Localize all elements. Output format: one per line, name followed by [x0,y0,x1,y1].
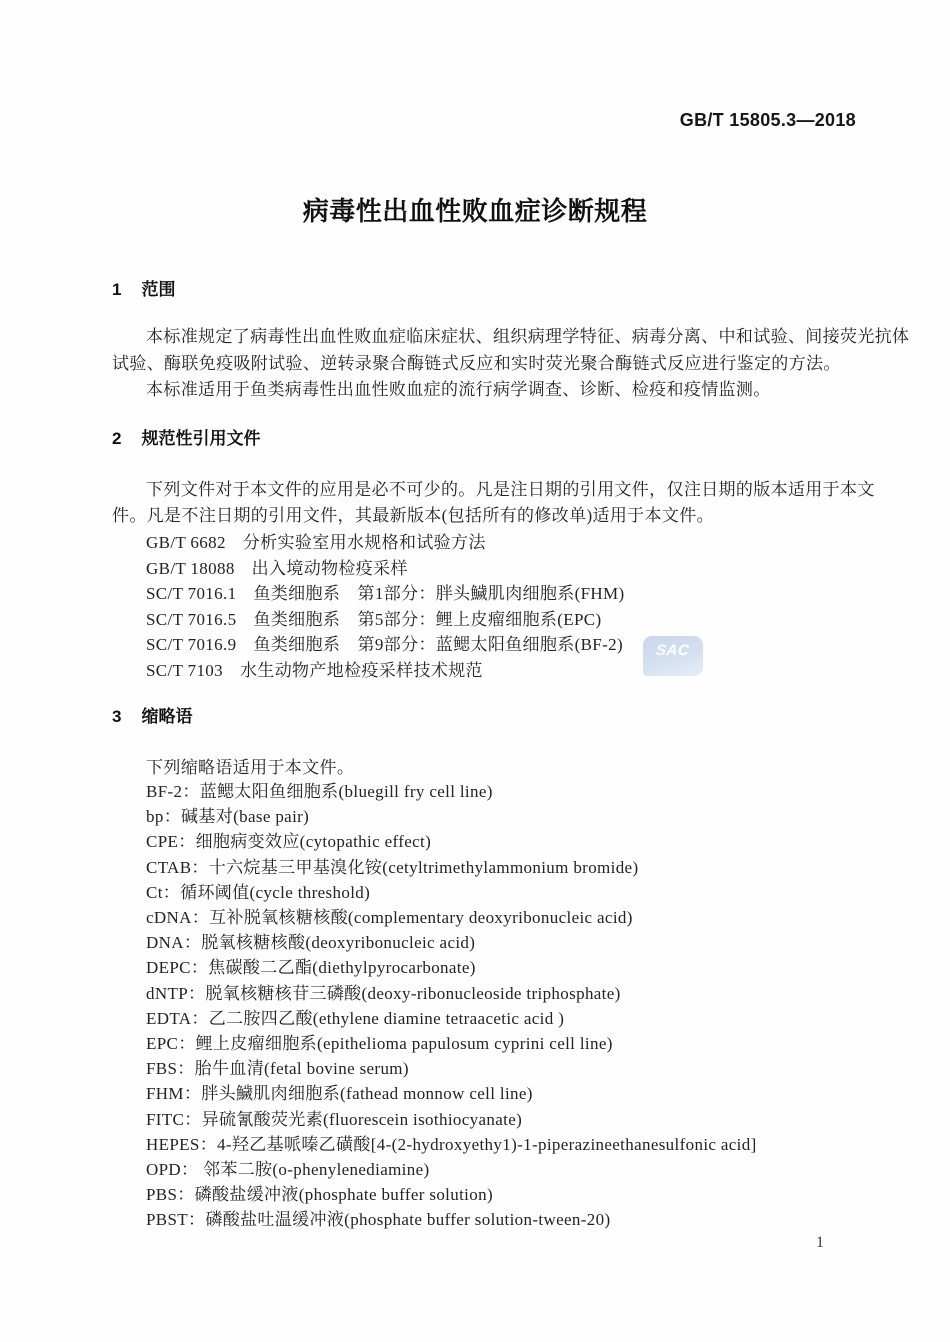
abbreviation-item: CPE：细胞病变效应(cytopathic effect) [146,832,432,852]
section-1-number: 1 [112,280,122,299]
section-1-body [112,324,922,404]
reference-item [112,530,922,556]
section-2-number: 2 [112,429,122,448]
reference-title: 鱼类细胞系 第1部分：胖头鱥肌肉细胞系(FHM) [253,584,625,603]
section-3-title: 缩略语 [141,707,193,726]
section-2-title: 规范性引用文件 [141,429,261,448]
reference-title: 分析实验室用水规格和试验方法 [242,533,486,552]
page-number: 1 [816,1234,824,1251]
abbreviation-item: PBST：磷酸盐吐温缓冲液(phosphate buffer solution-tween-20) [146,1210,611,1230]
abbreviation-item: PBS：磷酸盐缓冲液(phosphate buffer solution) [146,1185,493,1205]
paragraph-line: 件。凡是不注日期的引用文件，其最新版本(包括所有的修改单)适用于本文件。 [112,505,714,525]
reference-title: 出入境动物检疫采样 [251,558,408,578]
abbreviation-item: Ct：循环阈值(cycle threshold) [146,882,371,902]
reference-code: SC/T 7016.1 [146,584,237,603]
sac-watermark-label: SAC [655,642,691,659]
abbreviation-item: OPD： 邻苯二胺(o-phenylenediamine) [146,1160,430,1180]
reference-item [112,658,922,684]
section-2-body [112,477,922,528]
abbreviation-item: bp：碱基对(base pair) [146,807,310,827]
section-2-heading [112,428,260,450]
reference-title: 鱼类细胞系 第5部分：鲤上皮瘤细胞系(EPC) [253,609,602,629]
paragraph-line: 本标准适用于鱼类病毒性出血性败血症的流行病学调查、诊断、检疫和疫情监测。 [146,380,771,399]
abbreviation-item: BF-2：蓝鳃太阳鱼细胞系(bluegill fry cell line) [146,782,493,801]
reference-code: SC/T 7103 [146,660,223,680]
doc-code-header: GB/T 15805.3—2018 [679,110,856,130]
reference-item [112,556,922,582]
paragraph-line: 本标准规定了病毒性出血性败血症临床症状、组织病理学特征、病毒分离、中和试验、间接荧光抗体 [146,327,910,346]
reference-code: GB/T 18088 [146,558,235,578]
reference-item [112,632,922,658]
section-1-heading [112,279,175,301]
abbreviation-item: EDTA：乙二胺四乙酸(ethylene diamine tetraacetic acid ) [146,1008,565,1028]
reference-title: 鱼类细胞系 第9部分：蓝鳃太阳鱼细胞系(BF-2) [253,635,623,654]
abbreviation-item: CTAB：十六烷基三甲基溴化铵(cetyltrimethylammonium bromide) [146,857,639,877]
abbreviation-item: FITC：异硫氰酸荧光素(fluorescein isothiocyanate) [146,1109,523,1129]
abbreviation-item: FBS：胎牛血清(fetal bovine serum) [146,1059,409,1079]
reference-item [112,581,922,607]
abbreviation-item: DNA：脱氧核糖核酸(deoxyribonucleic acid) [146,933,476,953]
section-1-title: 范围 [141,280,176,299]
reference-code: SC/T 7016.9 [146,635,237,654]
abbreviation-item: EPC：鲤上皮瘤细胞系(epithelioma papulosum cyprini cell line) [146,1034,613,1054]
abbreviation-list [112,779,922,1233]
page-title: 病毒性出血性败血症诊断规程 [302,196,648,226]
section-3-number: 3 [112,707,122,726]
reference-item [112,607,922,633]
abbreviation-item: dNTP：脱氧核糖核苷三磷酸(deoxy-ribonucleoside triphosphate) [146,983,621,1003]
reference-title: 水生动物产地检疫采样技术规范 [240,660,483,680]
abbreviation-item: FHM：胖头鱥肌肉细胞系(fathead monnow cell line) [146,1084,533,1104]
reference-list [112,530,922,683]
paragraph-line: 下列文件对于本文件的应用是必不可少的。凡是注日期的引用文件，仅注日期的版本适用于本文 [146,480,875,499]
paragraph-line: 试验、酶联免疫吸附试验、逆转录聚合酶链式反应和实时荧光聚合酶链式反应进行鉴定的方法。 [112,353,841,373]
sac-watermark [643,636,703,676]
abbreviation-intro: 下列缩略语适用于本文件。 [146,758,355,777]
section-3-heading [112,706,192,728]
abbreviation-item: DEPC：焦碳酸二乙酯(diethylpyrocarbonate) [146,958,476,978]
reference-code: GB/T 6682 [146,533,226,552]
reference-code: SC/T 7016.5 [146,609,237,629]
abbreviation-item: cDNA：互补脱氧核糖核酸(complementary deoxyribonucleic acid) [146,908,633,928]
abbreviation-item: HEPES：4-羟乙基哌嗪乙磺酸[4-(2-hydroxyethy1)-1-piperazineethanesulfonic acid] [146,1134,757,1154]
